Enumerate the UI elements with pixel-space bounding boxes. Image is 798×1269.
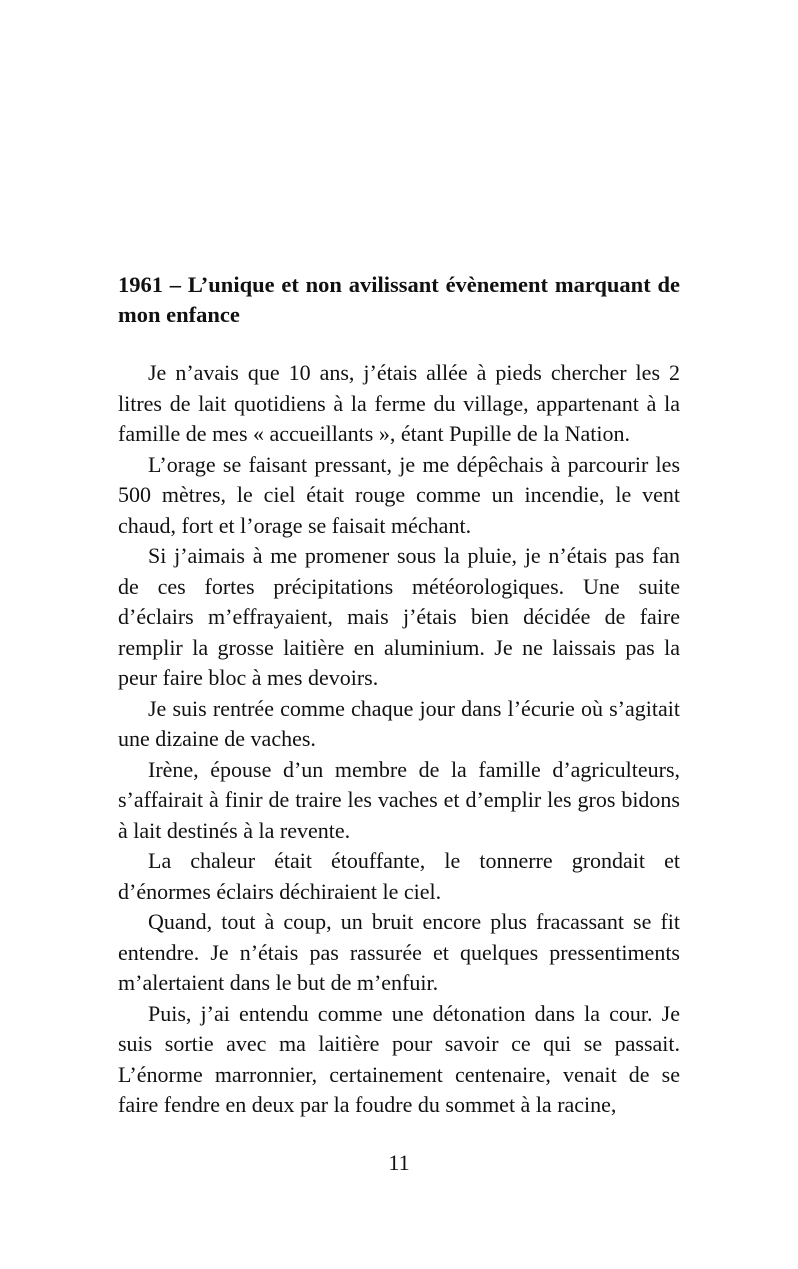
- paragraph: Quand, tout à coup, un bruit encore plus fracassant se fit entendre. Je n’étais pas rassurée et quelques pressentiments m’alertaient dans le but de m’enfuir.: [118, 909, 680, 995]
- paragraph: La chaleur était étouffante, le tonnerre grondait et d’énormes éclairs déchiraient le ciel.: [118, 848, 680, 904]
- page-number: 11: [388, 1150, 410, 1175]
- paragraph: Je n’avais que 10 ans, j’étais allée à pieds chercher les 2 litres de lait quotidiens à la ferme du village, appartenant à la famille de mes « accueillants », étant Pupille de la Nation.: [118, 360, 680, 446]
- paragraph: L’orage se faisant pressant, je me dépêchais à parcourir les 500 mètres, le ciel était rouge comme un incendie, le vent chaud, fort et l’orage se faisait méchant.: [118, 451, 680, 538]
- paragraph: Irène, épouse d’un membre de la famille d’agriculteurs, s’affairait à finir de traire les vaches et d’emplir les gros bidons à lait destinés à la revente.: [118, 756, 680, 843]
- chapter-body: [118, 358, 680, 1121]
- paragraph: Je suis rentrée comme chaque jour dans l’écurie où s’agitait une dizaine de vaches.: [118, 695, 680, 751]
- page-text: [118, 270, 680, 1121]
- paragraph: Si j’aimais à me promener sous la pluie, je n’étais pas fan de ces fortes précipitations météorologiques. Une suite d’éclairs m’effrayaient, mais j’étais bien décidée de faire remplir la grosse laitière en aluminium. Je ne laissais pas la peur faire bloc à mes devoirs.: [118, 543, 680, 690]
- chapter-title: 1961 – L’unique et non avilissant évènement marquant de mon enfance: [118, 272, 680, 327]
- paragraph: Puis, j’ai entendu comme une détonation dans la cour. Je suis sortie avec ma laitière pour savoir ce qui se passait. L’énorme marronnier, certainement centenaire, venait de se faire fendre en deux par la foudre du sommet à la racine,: [118, 1000, 680, 1117]
